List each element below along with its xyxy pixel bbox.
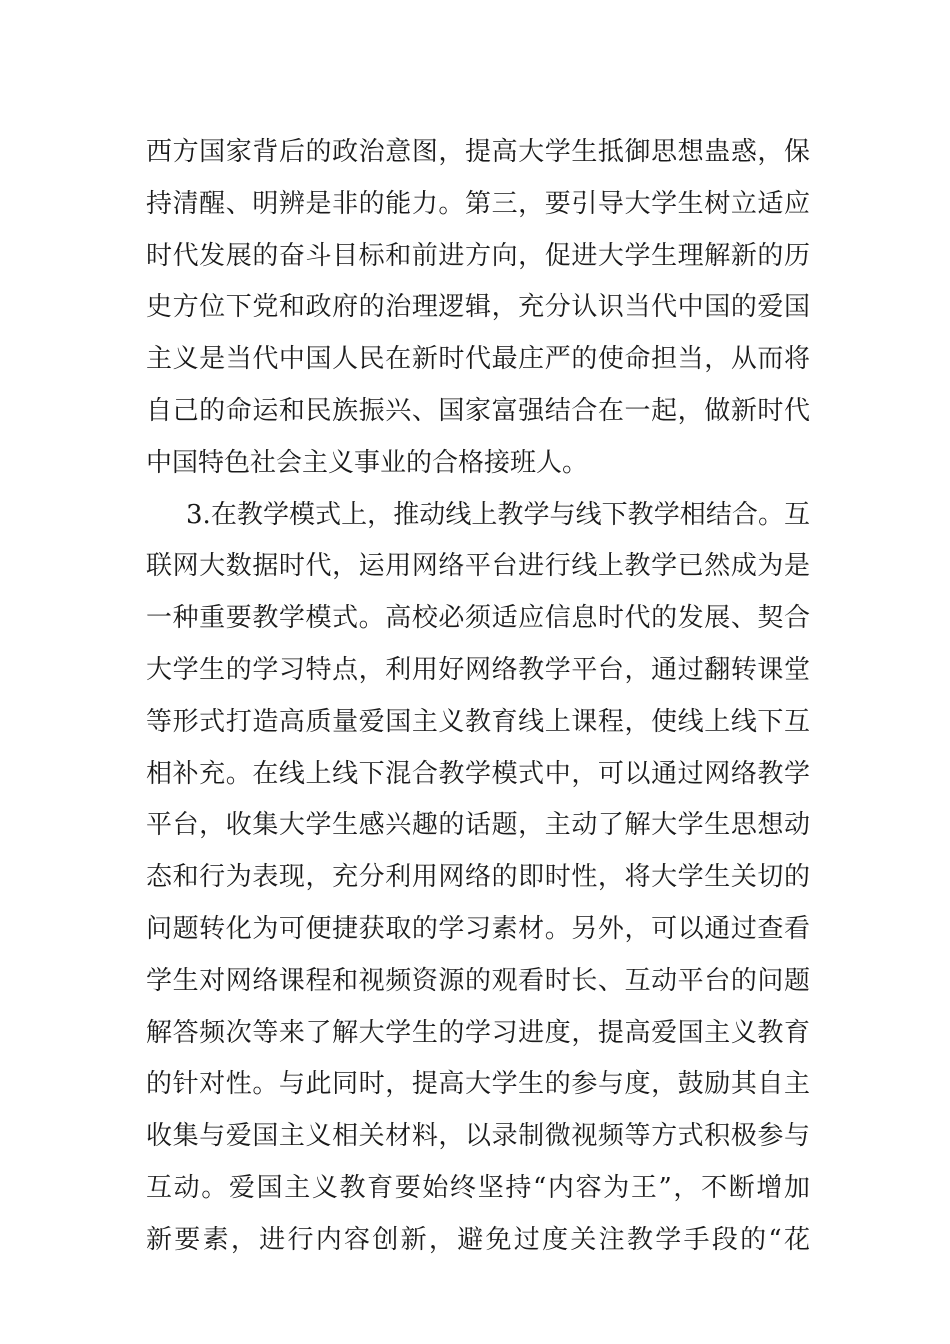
text-line: 等形式打造高质量爱国主义教育线上课程，使线上线下互 — [146, 706, 810, 737]
text-line: 史方位下党和政府的治理逻辑，充分认识当代中国的爱国 — [146, 292, 810, 323]
text-line: 一种重要教学模式。高校必须适应信息时代的发展、契合 — [146, 603, 810, 634]
text-line: 主义是当代中国人民在新时代最庄严的使命担当，从而将 — [146, 344, 810, 375]
body-text — [146, 127, 810, 1267]
text-line: 持清醒、明辨是非的能力。第三，要引导大学生树立适应 — [146, 188, 810, 219]
text-line: 学生对网络课程和视频资源的观看时长、互动平台的问题 — [146, 965, 810, 996]
text-line: 互动。爱国主义教育要始终坚持“内容为王”，不断增加 — [146, 1172, 810, 1203]
text-line: 相补充。在线上线下混合教学模式中，可以通过网络教学 — [146, 758, 810, 789]
text-line: 时代发展的奋斗目标和前进方向，促进大学生理解新的历 — [146, 240, 810, 271]
text-line: 3.在教学模式上，推动线上教学与线下教学相结合。互 — [186, 499, 810, 530]
text-line: 中国特色社会主义事业的合格接班人。 — [146, 447, 589, 478]
text-line: 联网大数据时代，运用网络平台进行线上教学已然成为是 — [146, 551, 810, 582]
text-line: 自己的命运和民族振兴、国家富强结合在一起，做新时代 — [146, 395, 810, 426]
text-line: 新要素，进行内容创新，避免过度关注教学手段的“花 — [146, 1224, 810, 1255]
text-line: 大学生的学习特点，利用好网络教学平台，通过翻转课堂 — [146, 654, 810, 685]
text-line: 解答频次等来了解大学生的学习进度，提高爱国主义教育 — [146, 1017, 810, 1048]
text-line: 平台，收集大学生感兴趣的话题，主动了解大学生思想动 — [146, 810, 810, 841]
text-line: 西方国家背后的政治意图，提高大学生抵御思想蛊惑，保 — [146, 137, 810, 167]
text-line: 的针对性。与此同时，提高大学生的参与度，鼓励其自主 — [146, 1069, 810, 1100]
text-line: 态和行为表现，充分利用网络的即时性，将大学生关切的 — [146, 862, 810, 893]
text-line: 问题转化为可便捷获取的学习素材。另外，可以通过查看 — [146, 913, 810, 944]
text-line: 收集与爱国主义相关材料，以录制微视频等方式积极参与 — [146, 1121, 810, 1152]
